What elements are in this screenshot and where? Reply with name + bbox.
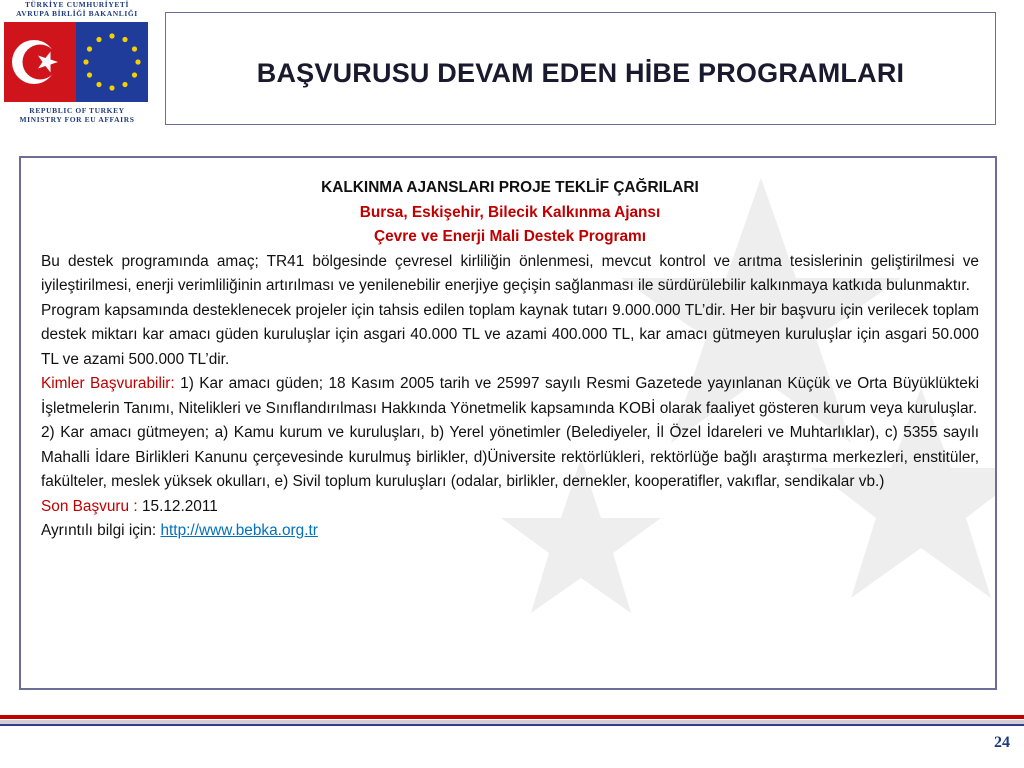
logo-top-line1: TÜRKİYE CUMHURİYETİ — [24, 0, 130, 9]
title-box — [165, 12, 996, 125]
turkey-eu-flags-icon — [4, 22, 148, 102]
logo-top-text — [4, 0, 150, 18]
section-heading: KALKINMA AJANSLARI PROJE TEKLİF ÇAĞRILARI — [321, 179, 699, 196]
page-number: 24 — [994, 734, 1010, 751]
content-frame — [19, 156, 997, 690]
agency-name: Bursa, Eskişehir, Bilecik Kalkınma Ajansı — [359, 203, 661, 221]
nonprofit-paragraph: 2) Kar amacı gütmeyen; a) Kamu kurum ve kuruluşları, b) Yerel yönetimler (Belediyeler, İl Özel İdareleri ve Muhtarlıklar), c) 5355 sayılı Mahalli İdare Birlikleri Kanunu çerçevesinde kurulmuş birlikler, d)Üniversite rektörlükleri, rektörlüğe bağlı araştırma merkezleri, enstitüler, fakülteler, meslek yüksek okulları, e) Sivil toplum kuruluşları (odalar, birlikler, dernekler, kooperatifler, vakıflar, sendikalar vb.) — [41, 424, 979, 490]
deadline-label: Son Başvuru : — [41, 497, 142, 515]
logo-top-line2: AVRUPA BİRLİĞİ BAKANLIĞI — [16, 9, 138, 18]
info-link[interactable]: http://www.bebka.org.tr — [160, 522, 318, 539]
program-name: Çevre ve Enerji Mali Destek Programı — [373, 228, 647, 245]
content-body — [41, 176, 979, 544]
deadline-value: 15.12.2011 — [141, 497, 218, 515]
info-label: Ayrıntılı bilgi için: — [41, 522, 161, 539]
page-title: BAŞVURUSU DEVAM EDEN HİBE PROGRAMLARI — [256, 58, 905, 88]
logo-bottom-line2: MINISTRY FOR EU AFFAIRS — [19, 115, 135, 124]
eligibility-text: 1) Kar amacı güden; 18 Kasım 2005 tarih ve 25997 sayılı Resmi Gazetede yayınlanan Küçük ve Orta Büyüklükteki İşletmelerin Tanımı, Nitelikleri ve Sınıflandırılması Hakkında Yönetmelik kapsamında KOBİ olarak faaliyet gösteren kurum veya kuruluşlar. — [41, 375, 979, 417]
eligibility-paragraph — [41, 372, 979, 421]
footer-red-bar — [0, 715, 1024, 719]
eligibility-label: Kimler Başvurabilir: — [41, 375, 175, 392]
logo-bottom-text — [4, 106, 150, 124]
deadline-line — [41, 495, 979, 520]
ministry-logo — [0, 0, 152, 130]
logo-bottom-line1: REPUBLIC OF TURKEY — [29, 106, 125, 115]
purpose-paragraph: Bu destek programında amaç; TR41 bölgesinde çevresel kirliliğin önlenmesi, mevcut kontrol ve arıtma tesislerinin geliştirilmesi ve iyileştirilmesi, enerji verimliliğinin artırılması ve yenilenebilir enerjiye geçişin sağlanması ile sürdürülebilir kalkınmaya katkıda bulunmaktır. — [41, 252, 979, 294]
info-line — [41, 519, 979, 544]
budget-paragraph: Program kapsamında desteklenecek projeler için tahsis edilen toplam kaynak tutarı 9.000.000 TL’dir. Her bir başvuru için verilecek toplam destek miktarı kar amacı güden kuruluşlar için asgari 40.000 TL ve azami 400.000 TL, kar amacı gütmeyen kuruluşlar için asgari 50.000 TL ve azami 500.000 TL’dir. — [41, 301, 979, 368]
footer-blue-bar — [0, 724, 1024, 726]
